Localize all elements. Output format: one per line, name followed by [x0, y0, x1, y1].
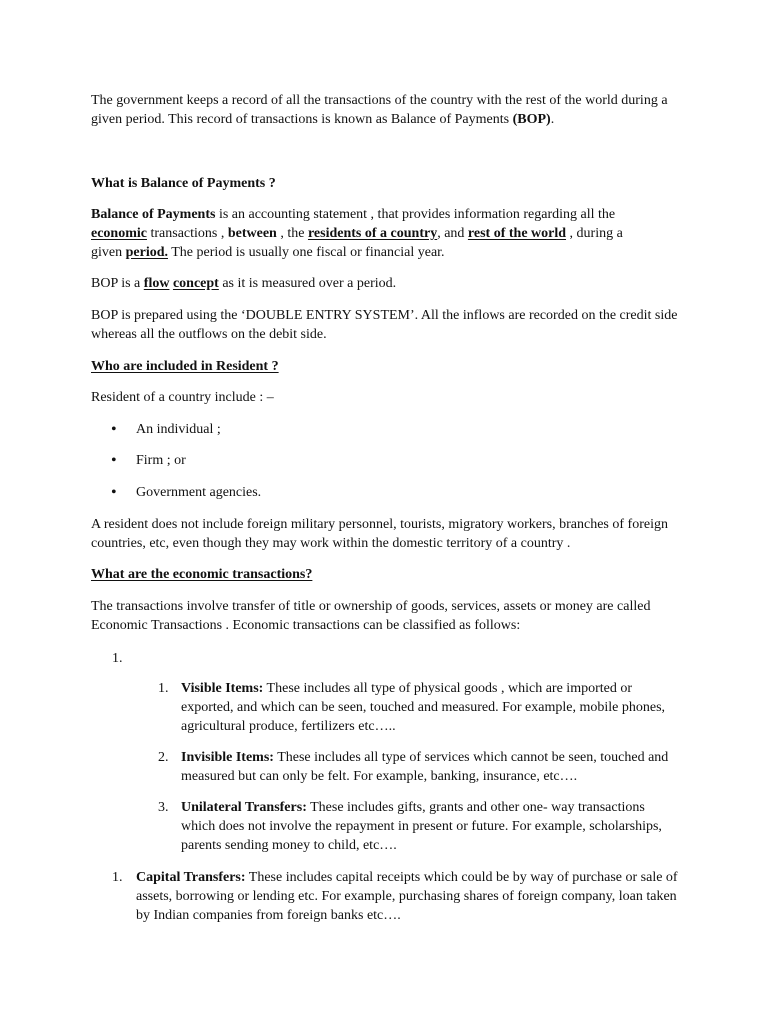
bop-abbrev: (BOP) [512, 112, 551, 127]
intro-paragraph: The government keeps a record of all the transactions of the country with the rest of the world during a given period. This record of transactions is known as Balance of Payments (BOP). [91, 93, 668, 127]
flow-concept-paragraph: BOP is a flow concept as it is measured over a period. [91, 276, 397, 291]
double-entry-paragraph: BOP is prepared using the ‘DOUBLE ENTRY SYSTEM’. All the inflows are recorded on the credit side whereas all the outflows on the debit side. [91, 308, 678, 342]
heading-what-is-bop: What is Balance of Payments ? [91, 176, 276, 191]
transactions-intro: The transactions involve transfer of title or ownership of goods, services, assets or money are called Economic Transactions . Economic transactions can be classified as follows: [91, 599, 651, 633]
sub-item-unilateral-transfers: Unilateral Transfers: These includes gifts, grants and other one- way transactions which does not involve the repayment in present or future. For example, scholarships, parents sending money to child, etc…. [181, 800, 662, 853]
bullet-marker: • [111, 421, 117, 438]
capital-list-number: 1. [112, 870, 123, 885]
sub-item-number: 1. [158, 681, 169, 696]
resident-exclusion-note: A resident does not include foreign military personnel, tourists, migratory workers, branches of foreign countries, etc, even though they may work within the domestic territory of a country . [91, 517, 668, 551]
sub-item-visible-items: Visible Items: These includes all type of physical goods , which are imported or exported, and which can be seen, touched and measured. For example, mobile phones, agricultural produce, fertilizers etc….. [181, 681, 666, 734]
heading-economic-transactions: What are the economic transactions? [91, 567, 313, 582]
sub-item-number: 3. [158, 800, 169, 815]
resident-intro: Resident of a country include : – [91, 390, 274, 405]
sub-item-invisible-items: Invisible Items: These includes all type of services which cannot be seen, touched and measured but can only be felt. For example, banking, insurance, etc…. [181, 750, 669, 784]
resident-item-individual: An individual ; [136, 422, 221, 437]
capital-transfers-item: Capital Transfers: These includes capital receipts which could be by way of purchase or sale of assets, borrowing or lending etc. For example, purchasing shares of foreign company, loan taken by Indian companies from foreign banks etc…. [136, 870, 678, 923]
bullet-marker: • [111, 484, 117, 501]
bop-definition: Balance of Payments is an accounting statement , that provides information regarding all the economic transactions , between , the residents of a country, and rest of the world , during a given period. The period is usually one fiscal or financial year. [91, 207, 623, 260]
sub-item-number: 2. [158, 750, 169, 765]
outer-list-number: 1. [112, 651, 123, 666]
resident-item-firm: Firm ; or [136, 453, 186, 468]
resident-item-government: Government agencies. [136, 485, 262, 500]
heading-residents: Who are included in Resident ? [91, 359, 279, 374]
bullet-marker: • [111, 452, 117, 469]
